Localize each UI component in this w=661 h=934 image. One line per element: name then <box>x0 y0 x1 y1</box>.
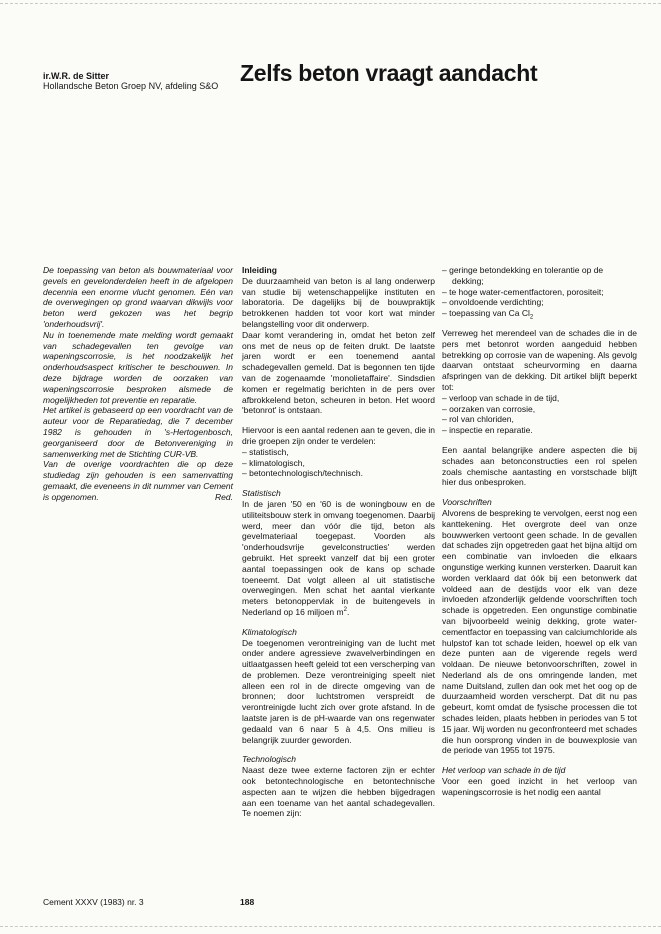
subheading-technologisch: Technologisch <box>242 754 297 765</box>
top-scan-edge <box>0 3 661 4</box>
subheading-klimatologisch: Klimatologisch <box>242 626 297 637</box>
intro-paragraph: Het artikel is gebaseerd op een voordracht van de auteur voor de Reparatiedag, die 7 december 1982 is gehouden in 's-Hertogenbosch, georganiseerd door de Betonvereniging in samenwerking met de Stichting CUR-VB. <box>43 405 233 459</box>
body-paragraph: Een aantal belangrijke andere aspecten die bij schades aan betonconstructies een rol spelen zoals chemische aantasting en vorstschade blijft hier dus onbesproken. <box>442 444 637 488</box>
list-item-text: – toepassing van Ca Cl <box>442 308 530 319</box>
body-paragraph: De duurzaamheid van beton is al lang onderwerp van studie bij wetenschappelijke instituten en laboratoria. De dagelijks bij de bouwpraktijk betrokkenen hadden tot voor kort wat minder belangstelling voor dit onderwerp. <box>242 275 435 329</box>
body-paragraph: Alvorens de bespreking te vervolgen, eerst nog een kanttekening. Het overgrote deel van onze bouwwerken vertoont geen schade. In de gevallen dat schades zijn opgetreden gaat het bijna altijd om een combinatie van invloeden die elkaars ongunstige werking kunnen versterken. Daaruit kan worden verklaard dat óók bij een betonwerk dat voldeed aan de destijds voor elk van deze invloeden afzonderlijk geldende voorschriften toch schade is opgetreden. Een ongunstige combinatie van bijvoorbeeld weinig dekking, grote water-cementfactor en toepassing van calciumchloride als hulpstof kan tot schade leiden, hoewel op elk van deze punten aan de vigerende regels werd voldaan. De nieuwe betonvoorschriften, zowel in Nederland als de ons omringende landen, met name Duitsland, zullen dan ook met het oog op de duurzaamheid worden verscherpt. Dat dit nu pas gebeurt, komt omdat de fysische processen die tot schades leiden, plaats hebben in periodes van 5 tot 15 jaar. Wij worden nu geconfronteerd met schades die hun oorsprong vinden in de bouwexplosie van de periode van 1955 tot 1975. <box>442 507 637 756</box>
author-block <box>43 71 218 91</box>
intro-paragraph <box>43 459 233 502</box>
body-column-1 <box>242 265 435 819</box>
author-name: ir.W.R. de Sitter <box>43 71 110 81</box>
body-paragraph <box>242 499 435 618</box>
body-paragraph: Daar komt verandering in, omdat het beton zelf ons met de neus op de feiten drukt. De laatste jaren wordt er een toenemend aantal schadegevallen gemeld. Dat is begonnen ten tijde van de zogenaamde 'monolietaffaire'. Sindsdien komen er regelmatig berichten in de pers over afbrokkelend beton, scheuren in beton. Het woord 'betonrot' is ontstaan. <box>242 329 435 416</box>
list-item: – rol van chloriden, <box>442 414 514 425</box>
list-item: – klimatologisch, <box>242 457 305 468</box>
subheading-verloop: Het verloop van schade in de tijd <box>442 765 566 776</box>
body-paragraph: Voor een goed inzicht in het verloop van wapeningscorrosie is het nodig een aantal <box>442 776 637 797</box>
body-paragraph: Naast deze twee externe factoren zijn er echter ook betontechnologische en betontechnische aspecten aan te wijzen die hebben bijgedragen aan een toename van het aantal schadegevallen. Te noemen zijn: <box>242 765 435 819</box>
list-item: – oorzaken van corrosie, <box>442 403 536 414</box>
list-item: – inspectie en reparatie. <box>442 425 533 436</box>
intro-paragraph: Nu in toenemende mate melding wordt gemaakt van schadegevallen ten gevolge van wapeningscorrosie, is het noodzakelijk het onderhoudsaspect kritischer te beschouwen. In deze bijdrage worden de oorzaken van wapeningscorrosie besproken alsmede de mogelijkheden tot preventie en reparatie. <box>43 329 233 405</box>
body-paragraph: Hiervoor is een aantal redenen aan te geven, die in drie groepen zijn onder te verdelen: <box>242 425 435 446</box>
body-paragraph: De toegenomen verontreiniging van de lucht met onder andere agressieve zwavelverbindingen en uitlaatgassen heeft geleid tot een verscherping van de problemen. Deze verontreiniging speelt niet alleen een rol in de directe omgeving van de bronnen; door luchtstromen verspreidt de verontreinigde lucht zich over grote afstand. In de laatste jaren is de pH-waarde van ons regenwater gedaald van 6 naar 5 à 4,5. Ons milieu is belangrijk zuurder geworden. <box>242 637 435 745</box>
body-text: . <box>346 606 350 617</box>
intro-paragraph: De toepassing van beton als bouwmateriaal voor gevels en gevelonderdelen heeft in de afgelopen decennia een enorme vlucht genomen. Eén van de overwegingen op grond waarvan dikwijls voor beton werd gekozen was het begrip 'onderhoudsvrij'. <box>43 265 233 329</box>
intro-column <box>43 265 233 503</box>
list-item: – verloop van schade in de tijd, <box>442 392 560 403</box>
subscript: 2 <box>529 314 534 321</box>
subheading-statistisch: Statistisch <box>242 488 281 499</box>
author-affiliation: Hollandsche Beton Groep NV, afdeling S&O <box>43 81 219 91</box>
list-item: – te hoge water-cementfactoren, porositeit; <box>442 286 604 297</box>
list-item: – betontechnologisch/technisch. <box>242 468 363 479</box>
list-item <box>442 308 637 319</box>
list-item: – geringe betondekking en tolerantie op de dekking; <box>442 265 604 286</box>
subheading-voorschriften: Voorschriften <box>442 497 492 508</box>
intro-paragraph-text: Van de overige voordrachten die op deze studiedag zijn gehouden is een samenvatting gemaakt, die eveneens in dit nummer van Cement is opgenomen. <box>43 459 233 502</box>
superscript: 2 <box>343 607 347 614</box>
article-title: Zelfs beton vraagt aandacht <box>240 60 538 86</box>
editor-signature: Red. <box>215 491 233 502</box>
body-column-2 <box>442 265 637 798</box>
body-paragraph: Verreweg het merendeel van de schades die in de pers met betonrot worden aangeduid hebben betrekking op corrosie van de wapening. Als gevolg daarvan ontstaat scheurvorming en daarna afspringen van de dekking. Dit artikel blijft beperkt tot: <box>442 327 637 392</box>
page-number: 188 <box>240 897 255 907</box>
bottom-scan-edge <box>0 926 661 927</box>
list-item: – onvoldoende verdichting; <box>442 297 544 308</box>
section-heading-inleiding: Inleiding <box>242 265 277 275</box>
body-text: In de jaren '50 en '60 is de woningbouw en de utiliteitsbouw sterk in omvang toegenomen. Daarbij werd, meer dan vóór die tijd, beton als gevelmateriaal toegepast. Voorden als 'onderhoudsvrije gevelconstructies' werden gebruikt. Het spreekt vanzelf dat bij een groter aantal toepassingen ook de kans op schade toeneemt. Dat volgt alleen al uit statistische overwegingen. Men schat het aantal vierkante meters betonoppervlak in de buitengevels in Nederland op 16 miljoen m <box>242 498 435 617</box>
list-item: – statistisch, <box>242 446 289 457</box>
journal-reference: Cement XXXV (1983) nr. 3 <box>43 897 144 907</box>
